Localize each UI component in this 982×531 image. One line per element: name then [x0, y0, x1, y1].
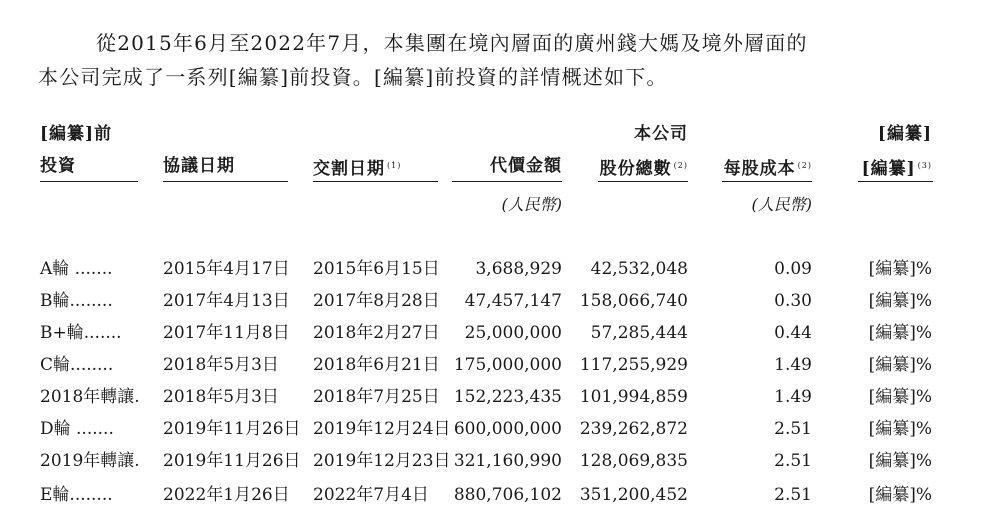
cell-consideration: 600,000,000 — [453, 419, 562, 439]
cell-agreement-date: 2022年1月26日 — [163, 485, 290, 505]
cell-consideration: 25,000,000 — [464, 323, 562, 343]
cell-pct: [編纂]% — [868, 451, 932, 471]
cell-consideration: 3,688,929 — [475, 259, 562, 279]
cell-investment: B+輪....... — [40, 323, 122, 343]
cell-consideration: 152,223,435 — [453, 387, 562, 407]
cell-shares: 128,069,835 — [579, 451, 688, 471]
header-underline-investment — [40, 181, 138, 182]
cell-completion-date: 2015年6月15日 — [313, 259, 440, 279]
footnote-marker: (1) — [387, 161, 402, 170]
cell-cost: 1.49 — [774, 355, 812, 375]
cell-consideration: 175,000,000 — [453, 355, 562, 375]
header-redacted-line1: [編纂] — [877, 124, 932, 144]
header-company: 本公司 — [634, 124, 688, 144]
table-row — [0, 253, 982, 285]
cell-agreement-date: 2017年11月8日 — [163, 323, 290, 343]
cell-investment: 2019年轉讓. — [40, 451, 140, 471]
cell-shares: 158,066,740 — [579, 291, 688, 311]
cell-agreement-date: 2019年11月26日 — [163, 419, 301, 439]
cell-agreement-date: 2015年4月17日 — [163, 259, 290, 279]
table-row — [0, 381, 982, 413]
cell-pct: [編纂]% — [868, 259, 932, 279]
table-row — [0, 413, 982, 445]
header-underline-consideration — [452, 181, 562, 182]
cell-completion-date: 2018年2月27日 — [313, 323, 440, 343]
cell-shares: 351,200,452 — [579, 485, 688, 505]
header-underline-cost — [722, 181, 812, 182]
header-investment-line1: [編纂]前 — [40, 124, 113, 144]
header-underline-agreement — [163, 181, 288, 182]
cell-pct: [編纂]% — [868, 291, 932, 311]
cell-cost: 0.30 — [774, 291, 812, 311]
cell-pct: [編纂]% — [868, 355, 932, 375]
header-consideration: 代價金額 — [490, 156, 562, 176]
cell-completion-date: 2019年12月23日 — [313, 451, 451, 471]
cell-investment: E輪........ — [40, 485, 113, 505]
cell-completion-date: 2018年6月21日 — [313, 355, 440, 375]
cell-consideration: 321,160,990 — [453, 451, 562, 471]
header-underline-completion — [313, 181, 438, 182]
cell-cost: 0.44 — [774, 323, 812, 343]
cell-pct: [編纂]% — [868, 419, 932, 439]
cell-agreement-date: 2018年5月3日 — [163, 355, 279, 375]
table-row — [0, 285, 982, 317]
cell-investment: A輪 ....... — [40, 259, 113, 279]
table-row — [0, 445, 982, 477]
cell-pct: [編纂]% — [868, 323, 932, 343]
cell-cost: 1.49 — [774, 387, 812, 407]
cell-shares: 57,285,444 — [590, 323, 688, 343]
cell-completion-date: 2022年7月4日 — [313, 485, 429, 505]
table-row — [0, 479, 982, 511]
cell-cost: 2.51 — [774, 419, 812, 439]
footnote-marker: (2) — [797, 161, 812, 170]
cell-cost: 0.09 — [774, 259, 812, 279]
cell-agreement-date: 2019年11月26日 — [163, 451, 301, 471]
cell-shares: 239,262,872 — [579, 419, 688, 439]
cell-shares: 117,255,929 — [579, 355, 688, 375]
footnote-marker: (3) — [917, 161, 932, 170]
cell-investment: 2018年轉讓. — [40, 387, 140, 407]
unit-cost-per-share: (人民幣) — [751, 195, 812, 214]
header-agreement-date: 協議日期 — [163, 156, 235, 176]
header-cost-per-share: 每股成本 $^{(2)}$ — [723, 159, 812, 179]
header-underline-shares — [598, 181, 688, 182]
cell-agreement-date: 2018年5月3日 — [163, 387, 279, 407]
cell-investment: D輪 ....... — [40, 419, 114, 439]
cell-pct: [編纂]% — [868, 485, 932, 505]
table-row — [0, 349, 982, 381]
cell-shares: 42,532,048 — [590, 259, 688, 279]
cell-cost: 2.51 — [774, 485, 812, 505]
cell-completion-date: 2017年8月28日 — [313, 291, 440, 311]
cell-shares: 101,994,859 — [579, 387, 688, 407]
cell-investment: B輪........ — [40, 291, 113, 311]
table-row — [0, 317, 982, 349]
cell-consideration: 47,457,147 — [464, 291, 562, 311]
cell-agreement-date: 2017年4月13日 — [163, 291, 290, 311]
cell-consideration: 880,706,102 — [453, 485, 562, 505]
intro-line-1: 從2015年6月至2022年7月，本集團在境內層面的廣州錢大媽及境外層面的 — [96, 31, 808, 55]
unit-consideration: (人民幣) — [501, 195, 562, 214]
cell-completion-date: 2018年7月25日 — [313, 387, 440, 407]
header-underline-redacted — [858, 181, 933, 182]
header-investment-line2: 投資 — [40, 156, 76, 176]
cell-pct: [編纂]% — [868, 387, 932, 407]
cell-completion-date: 2019年12月24日 — [313, 419, 451, 439]
header-redacted-line2: [編纂] $^{(3)}$ — [861, 159, 932, 179]
intro-line-2: 本公司完成了一系列[編纂]前投資。[編纂]前投資的詳情概述如下。 — [38, 65, 668, 89]
cell-investment: C輪........ — [40, 355, 114, 375]
header-shares-total: 股份總數 $^{(2)}$ — [599, 159, 688, 179]
cell-cost: 2.51 — [774, 451, 812, 471]
footnote-marker: (2) — [673, 161, 688, 170]
header-completion-date: 交割日期 $^{(1)}$ — [313, 159, 402, 179]
